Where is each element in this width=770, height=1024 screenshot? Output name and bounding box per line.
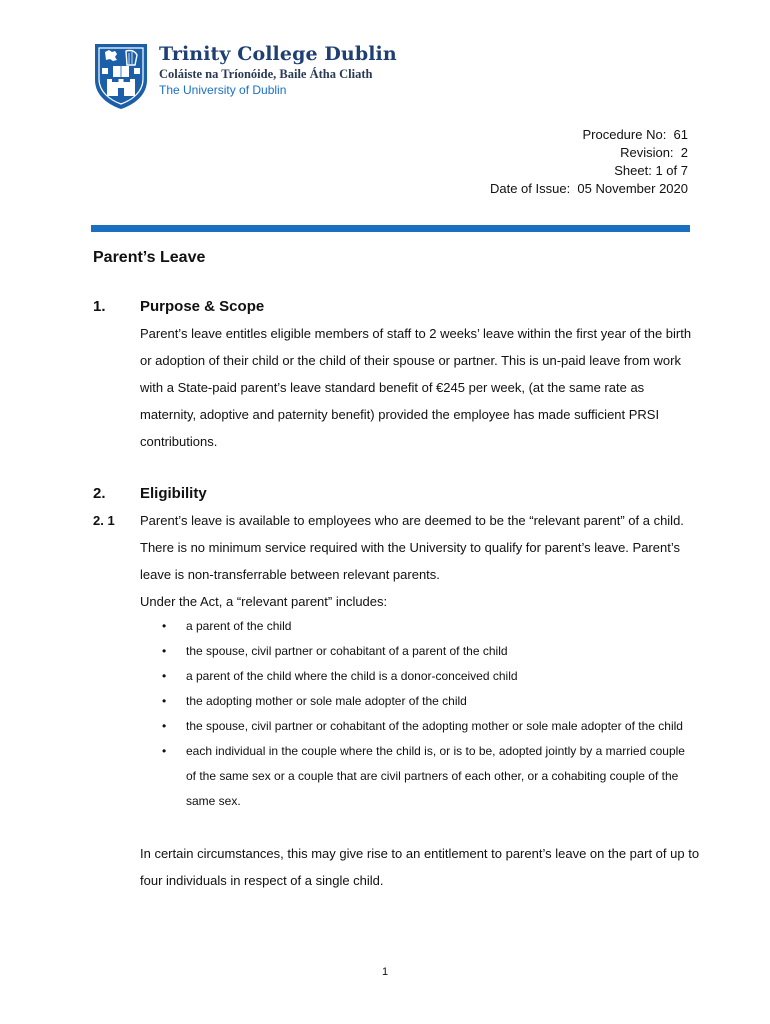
relevant-parent-intro: Under the Act, a “relevant parent” includes:	[140, 594, 388, 609]
section-number: 1.	[93, 298, 106, 315]
bullet-icon: •	[162, 644, 167, 658]
subsection-number: 2. 1	[93, 513, 115, 528]
sheet: Sheet: 1 of 7	[614, 163, 688, 178]
list-item	[140, 664, 700, 689]
list-item-text: the adopting mother or sole male adopter of the child	[186, 694, 467, 708]
section-title: Eligibility	[140, 485, 207, 502]
document-title: Parent’s Leave	[93, 249, 206, 266]
purpose-paragraph: Parent’s leave entitles eligible members of staff to 2 weeks’ leave within the first year of the birth or adoption of their child or the child of their spouse or partner. This is un-paid leave from work with a State-paid parent’s leave standard benefit of €245 per week, (at the same rate as maternity, adoptive and paternity benefit) provided the employee has made sufficient PRSI contributions.	[140, 326, 692, 449]
list-item-text: the spouse, civil partner or cohabitant of a parent of the child	[186, 644, 508, 658]
list-item	[140, 639, 700, 664]
logo-irish-name: Coláiste na Tríonóide, Baile Átha Cliath	[159, 67, 373, 81]
section-title: Purpose & Scope	[140, 298, 265, 315]
college-crest-icon	[93, 42, 149, 110]
list-item	[140, 714, 700, 739]
list-item	[140, 614, 700, 639]
section-heading-eligibility	[93, 485, 693, 502]
header-divider	[91, 225, 690, 232]
procedure-metadata	[490, 126, 688, 198]
section-number: 2.	[93, 485, 106, 502]
date-of-issue: Date of Issue: 05 November 2020	[489, 181, 688, 196]
bullet-icon: •	[162, 669, 167, 683]
logo-university-name: The University of Dublin	[159, 83, 287, 97]
list-item	[140, 689, 700, 714]
relevant-parent-list	[140, 614, 700, 814]
list-item-text: each individual in the couple where the child is, or is to be, adopted jointly by a married couple of the same sex or a couple that are civil partners of each other, or a cohabiting couple of the same sex.	[186, 744, 685, 808]
bullet-icon: •	[162, 694, 167, 708]
closing-paragraph: In certain circumstances, this may give rise to an entitlement to parent’s leave on the part of up to four individuals in respect of a single child.	[140, 846, 700, 888]
section-heading-purpose	[93, 298, 693, 315]
revision: Revision: 2	[620, 145, 688, 160]
procedure-number: Procedure No: 61	[582, 127, 688, 142]
list-item-text: a parent of the child	[186, 619, 292, 633]
eligibility-paragraph: Parent’s leave is available to employees who are deemed to be the “relevant parent” of a child. There is no minimum service required with the University to qualify for parent’s leave. Parent’s leave is non-transferrable between relevant parents.	[140, 513, 684, 582]
bullet-icon: •	[162, 619, 167, 633]
page-number: 1	[381, 966, 389, 978]
college-logo	[93, 42, 397, 112]
bullet-icon: •	[162, 744, 167, 758]
logo-title: Trinity College Dublin	[159, 43, 397, 65]
list-item	[140, 739, 700, 814]
bullet-icon: •	[162, 719, 167, 733]
list-item-text: a parent of the child where the child is a donor-conceived child	[186, 669, 518, 683]
list-item-text: the spouse, civil partner or cohabitant of the adopting mother or sole male adopter of the child	[186, 719, 683, 733]
